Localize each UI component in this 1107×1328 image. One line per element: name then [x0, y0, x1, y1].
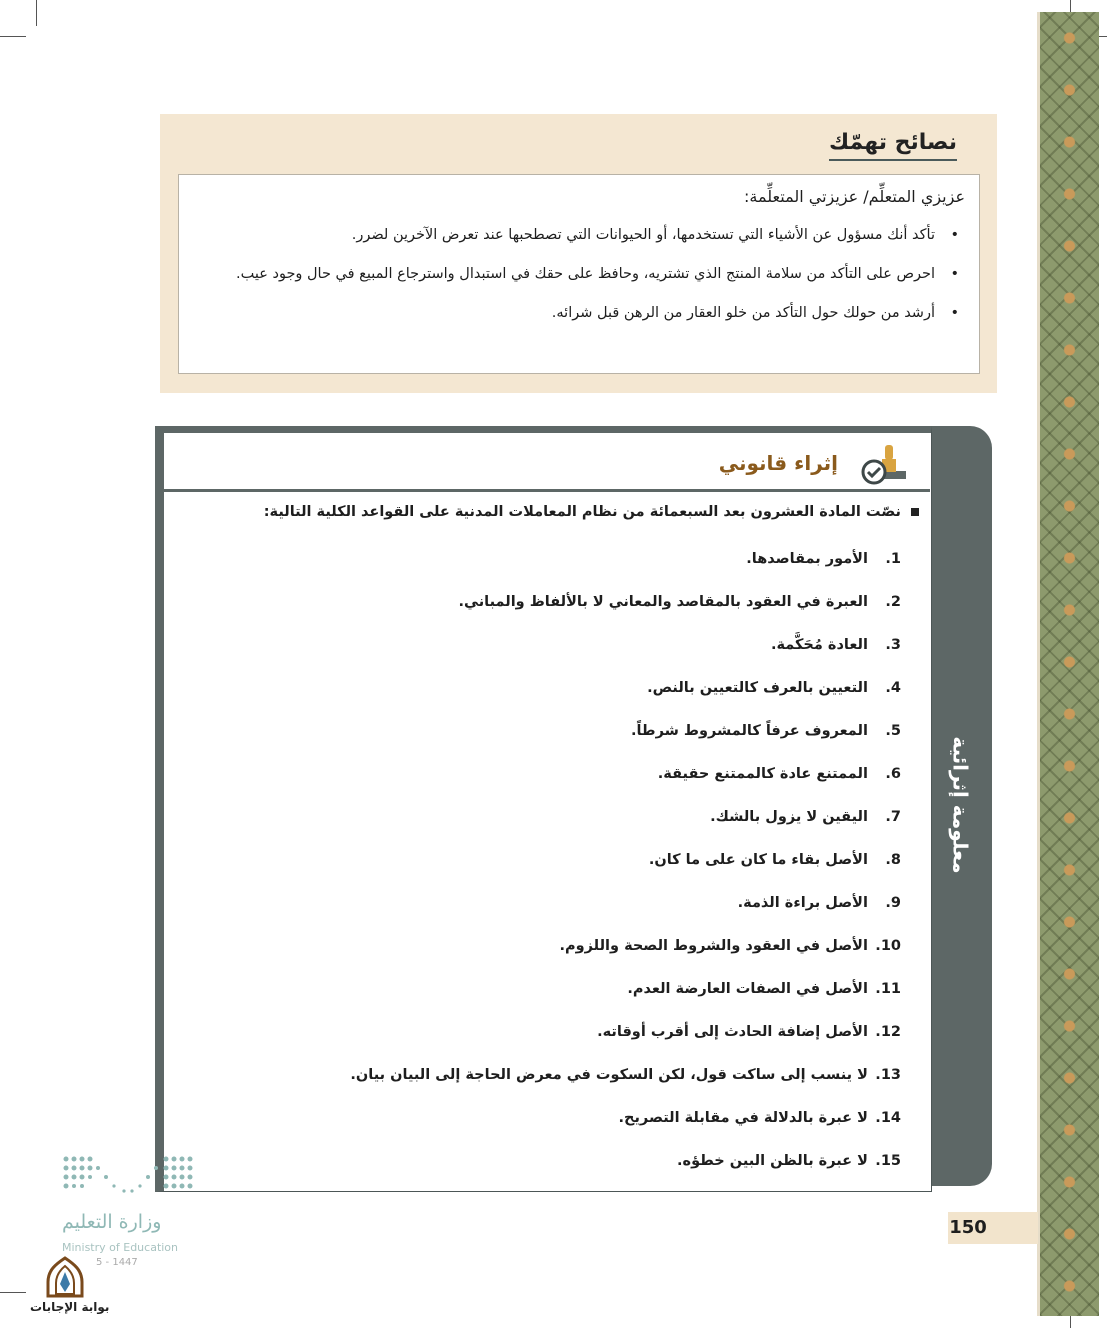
rule-item: [201, 1013, 901, 1056]
rule-text: العادة مُحَكَّمة.: [770, 637, 868, 653]
ministry-logo-dots-icon: [62, 1155, 198, 1197]
crop-mark: [0, 36, 26, 37]
tip-item: • أرشد من حولك حول التأكد من خلو العقار من الرهن قبل شرائه.: [193, 294, 965, 333]
ministry-name-ar: وزارة التعليم: [62, 1211, 162, 1233]
rule-number: 11.: [875, 981, 901, 997]
rule-text: لا ينسب إلى ساكت قول، لكن السكوت في معرض الحاجة إلى البيان بيان.: [350, 1067, 868, 1083]
rule-item: [201, 798, 901, 841]
rule-text: اليقين لا يزول بالشك.: [710, 809, 868, 825]
rule-item: [201, 755, 901, 798]
rule-text: التعيين بالعرف كالتعيين بالنص.: [647, 680, 868, 696]
rule-number: 2.: [885, 594, 901, 610]
tips-title: نصائح تهمّك: [829, 130, 957, 161]
rule-text: لا عبرة بالدلالة في مقابلة التصريح.: [618, 1110, 868, 1126]
ministry-name-en: Ministry of Education: [62, 1241, 179, 1254]
panel-side-label: [930, 720, 992, 890]
rule-item: [201, 626, 901, 669]
rule-text: الممتنع عادة كالممتنع حقيقة.: [657, 766, 868, 782]
tips-box: [160, 114, 997, 393]
rule-text: الأصل في الصفات العارضة العدم.: [627, 981, 868, 997]
stamp-check-icon: [860, 441, 908, 487]
rule-text: الأصل بقاء ما كان على ما كان.: [648, 852, 868, 868]
rules-list: [201, 540, 901, 1185]
rule-number: 8.: [885, 852, 901, 868]
rule-text: الأصل في العقود والشروط الصحة واللزوم.: [559, 938, 868, 954]
rule-number: 6.: [885, 766, 901, 782]
tip-item: • احرص على التأكد من سلامة المنتج الذي تشتريه، وحافظ على حقك في استبدال واسترجاع المبيع في حال وجود عيب.: [193, 255, 965, 294]
rule-number: 14.: [875, 1110, 901, 1126]
rule-item: [201, 1142, 901, 1185]
rule-item: [201, 970, 901, 1013]
rule-text: الأصل إضافة الحادث إلى أقرب أوقاته.: [597, 1024, 868, 1040]
rule-item: [201, 540, 901, 583]
rule-text: الأمور بمقاصدها.: [746, 551, 868, 567]
side-label-text: معلومة إثرائية: [949, 736, 974, 874]
rule-item: [201, 841, 901, 884]
tips-list: [193, 216, 965, 333]
rule-item: [201, 1099, 901, 1142]
watermark-label: بوابة الإجابات: [30, 1300, 110, 1314]
rule-number: 15.: [875, 1153, 901, 1169]
page-number: 150: [946, 1212, 988, 1244]
rule-item: [201, 583, 901, 626]
panel-intro: نصّت المادة العشرون بعد السبعمائة من نظام المعاملات المدنية على القواعد الكلية التالية:: [264, 504, 919, 520]
tip-item: • تأكد أنك مسؤول عن الأشياء التي تستخدمها، أو الحيوانات التي تصطحبها عند تعرض الآخرين لضرر.: [193, 216, 965, 255]
ministry-year: 5 - 1447: [96, 1257, 138, 1268]
rule-number: 3.: [885, 637, 901, 653]
rule-number: 10.: [875, 938, 901, 954]
rule-item: [201, 927, 901, 970]
crop-mark: [0, 1292, 26, 1293]
rule-number: 7.: [885, 809, 901, 825]
rule-item: [201, 669, 901, 712]
rule-text: الأصل براءة الذمة.: [737, 895, 868, 911]
crop-mark: [36, 0, 37, 26]
rule-number: 1.: [885, 551, 901, 567]
rule-item: [201, 1056, 901, 1099]
rule-number: 12.: [875, 1024, 901, 1040]
rule-number: 4.: [885, 680, 901, 696]
rule-number: 13.: [875, 1067, 901, 1083]
panel-header: [164, 433, 930, 492]
panel-title: إثراء قانوني: [718, 451, 838, 475]
rule-text: لا عبرة بالظن البين خطؤه.: [677, 1153, 868, 1169]
decorative-pattern-strip: [1040, 12, 1099, 1316]
rule-number: 9.: [885, 895, 901, 911]
tips-greeting: عزيزي المتعلِّم/ عزيزتي المتعلِّمة:: [744, 187, 965, 206]
pen-nib-logo-icon: [44, 1256, 86, 1298]
rule-item: [201, 712, 901, 755]
rule-number: 5.: [885, 723, 901, 739]
rule-item: [201, 884, 901, 927]
rule-text: العبرة في العقود بالمقاصد والمعاني لا بالألفاظ والمباني.: [458, 594, 868, 610]
rule-text: المعروف عرفاً كالمشروط شرطاً.: [630, 723, 868, 739]
tips-content: [178, 174, 980, 374]
